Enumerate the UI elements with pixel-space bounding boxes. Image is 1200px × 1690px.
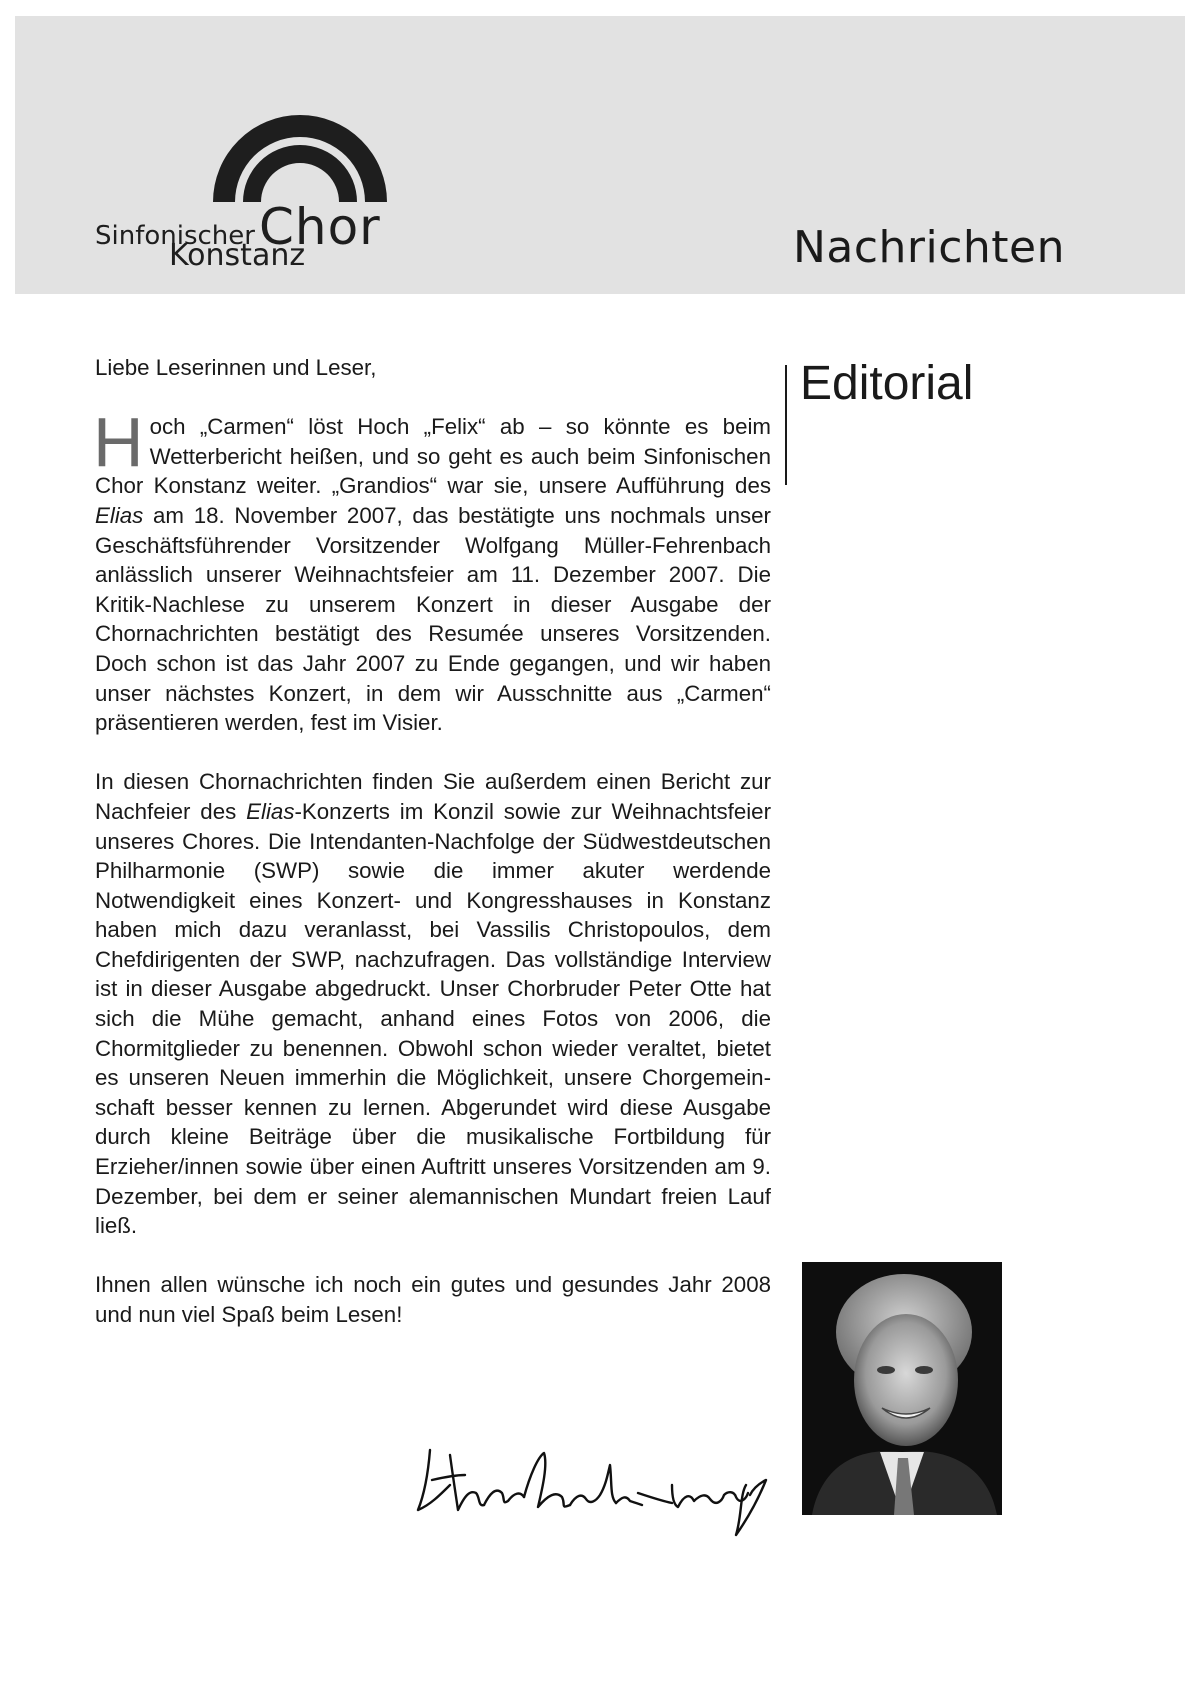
paragraph-1-text-b: am 18. November 2007, das bestätigte uns nochmals unser Geschäftsführender Vorsitzender Wolfgang Müller-Fehrenbach anlässlich unserer Weihnachtsfeier am 11. Dezember 2007. Die Kritik-Nachlese zu unserem Konzert in dieser Ausgabe der Chornachrichten bestätigt des Resumée unseres Vorsitzenden. Doch schon ist das Jahr 2007 zu Ende gegangen, und wir haben unser nächstes Konzert, in dem wir Ausschnitte aus „Carmen“ präsentieren werden, fest im Visier.: [95, 502, 771, 736]
editorial-heading: Editorial: [800, 357, 974, 410]
paragraph-2-elias: Elias: [246, 798, 295, 824]
section-title: Nachrichten: [792, 222, 1065, 273]
dropcap: H: [93, 403, 144, 482]
paragraph-1-text-a: och „Carmen“ löst Hoch „Felix“ ab – so könnte es beim Wetterbericht heißen, und so geht es auch beim Sinfonischen Chor Konstanz weiter. „Grandios“ war sie, unsere Aufführung des: [95, 414, 771, 499]
logo-arcs-icon: [205, 110, 395, 205]
editorial-article: [95, 353, 771, 1359]
paragraph-2-text-a: In diesen Chornachrichten finden Sie außerdem einen Bericht zur Nachfeier des: [95, 769, 771, 824]
paragraph-1: [93, 403, 771, 738]
logo-konstanz: Konstanz: [169, 238, 306, 273]
vertical-divider: [785, 365, 787, 485]
choir-logo: [95, 110, 405, 280]
paragraph-2: [95, 767, 771, 1241]
paragraph-2-text-b: -Konzerts im Konzil sowie zur Weihnachtsfeier unseres Chores. Die Intendanten-Nachfolge der Südwestdeutschen Philharmonie (SWP) sowie die immer akuter werdende Notwendigkeit eines Konzert- und Kongresshauses in Konstanz haben mich dazu veranlasst, bei Vassilis Christopoulos, dem Chefdirigenten der SWP, nachzufragen. Das vollständige Interview ist in dieser Ausgabe abgedruckt. Unser Chorbruder Peter Otte hat sich die Mühe gemacht, anhand eines Fotos von 2006, die Chormitglieder zu benennen. Obwohl schon wieder veraltet, bietet es unseren Neuen immerhin die Möglichkeit, unsere Chorgemeinschaft besser kennen zu lernen. Abgerundet wird diese Ausgabe durch kleine Beiträge über die musikalische Fortbildung für Erzieher/innen sowie über einen Auftritt unseres Vorsitzenden am 9. Dezember, bei dem er seiner alemannischen Mundart freien Lauf ließ.: [95, 798, 771, 1239]
paragraph-3: Ihnen allen wünsche ich noch ein gutes und gesundes Jahr 2008 und nun viel Spaß beim Lesen!: [95, 1272, 771, 1327]
paragraph-1-elias: Elias: [95, 502, 144, 528]
signature: [410, 1435, 780, 1545]
portrait-photo: [802, 1262, 1002, 1515]
logo-sinfonischer: Sinfonischer: [95, 221, 255, 251]
greeting: Liebe Leserinnen und Leser,: [95, 355, 377, 380]
logo-chor: Chor: [258, 198, 381, 256]
